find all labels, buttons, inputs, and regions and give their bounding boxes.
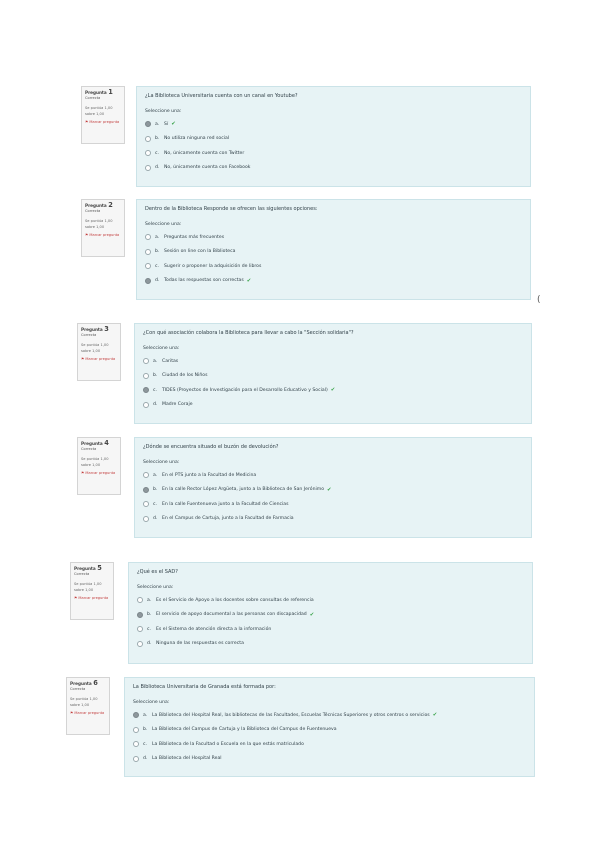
question-state: Correcta bbox=[85, 209, 101, 214]
radio-button[interactable] bbox=[145, 165, 151, 171]
answer-prompt: Seleccione una: bbox=[133, 700, 170, 705]
answer-option-c[interactable]: c. La Biblioteca de la Facultad o Escuela en la que estás matriculado bbox=[133, 737, 526, 752]
radio-button[interactable] bbox=[145, 121, 151, 127]
answer-list bbox=[133, 708, 526, 766]
stray-mark: ( bbox=[537, 295, 541, 305]
answer-option-b[interactable]: b. No utiliza ninguna red social bbox=[145, 132, 522, 147]
question-number: Pregunta 2 bbox=[85, 201, 113, 209]
radio-button[interactable] bbox=[143, 501, 149, 507]
answer-option-b[interactable]: b. La Biblioteca del Campus de Cartuja y la Biblioteca del Campus de Fuentenueva bbox=[133, 723, 526, 738]
question-info bbox=[66, 677, 110, 735]
correct-check-icon: ✔ bbox=[246, 277, 252, 284]
flag-question-link[interactable]: ⚑ Marcar pregunta bbox=[81, 356, 116, 361]
flag-icon: ⚑ bbox=[74, 595, 78, 600]
question-grade: Se puntúa 1,00 sobre 1,00 bbox=[81, 457, 109, 467]
answer-option-a[interactable]: a. Preguntas más frecuentes bbox=[145, 230, 522, 245]
question-state: Correcta bbox=[70, 687, 86, 692]
answer-option-c[interactable]: c. Sugerir o proponer la adquisición de libros bbox=[145, 259, 522, 274]
question-text: ¿Qué es el SAD? bbox=[137, 569, 178, 575]
flag-icon: ⚑ bbox=[85, 232, 89, 237]
flag-icon: ⚑ bbox=[85, 119, 89, 124]
radio-button[interactable] bbox=[133, 727, 139, 733]
radio-button[interactable] bbox=[145, 278, 151, 284]
question-state: Correcta bbox=[81, 333, 97, 338]
question-info bbox=[81, 199, 125, 257]
answer-option-d[interactable]: d. En el Campus de Cartuja, junto a la Facultad de Farmacia bbox=[143, 512, 523, 527]
question-text: La Biblioteca Universitaria de Granada está formada por: bbox=[133, 684, 276, 690]
question-number: Pregunta 5 bbox=[74, 564, 102, 572]
radio-button[interactable] bbox=[145, 150, 151, 156]
answer-list bbox=[145, 230, 522, 288]
answer-option-c[interactable]: c. En la calle Fuentenueva junto a la Facultad de Ciencias bbox=[143, 497, 523, 512]
question-state: Correcta bbox=[81, 447, 97, 452]
question-content bbox=[134, 323, 532, 424]
question-number: Pregunta 4 bbox=[81, 439, 109, 447]
answer-prompt: Seleccione una: bbox=[145, 109, 182, 114]
correct-check-icon: ✔ bbox=[309, 611, 315, 618]
answer-option-a[interactable]: a. En el PTS junto a la Facultad de Medicina bbox=[143, 468, 523, 483]
flag-question-link[interactable]: ⚑ Marcar pregunta bbox=[85, 119, 120, 124]
answer-option-d[interactable]: d. Ninguna de las respuestas es correcta bbox=[137, 637, 524, 652]
flag-icon: ⚑ bbox=[70, 710, 74, 715]
correct-check-icon: ✔ bbox=[330, 387, 336, 394]
radio-button[interactable] bbox=[145, 234, 151, 240]
radio-button[interactable] bbox=[143, 373, 149, 379]
answer-option-d[interactable]: d. Todas las respuestas son correctas ✔ bbox=[145, 274, 522, 289]
question-info bbox=[77, 323, 121, 381]
question-number: Pregunta 3 bbox=[81, 325, 109, 333]
radio-button[interactable] bbox=[143, 387, 149, 393]
question-number: Pregunta 1 bbox=[85, 88, 113, 96]
radio-button[interactable] bbox=[137, 597, 143, 603]
answer-list bbox=[145, 117, 522, 175]
radio-button[interactable] bbox=[133, 712, 139, 718]
answer-option-c[interactable]: c. No, únicamente cuenta con Twitter bbox=[145, 146, 522, 161]
question-text: ¿La Biblioteca Universitaria cuenta con un canal en Youtube? bbox=[145, 93, 298, 99]
correct-check-icon: ✔ bbox=[327, 486, 332, 493]
question-content bbox=[128, 562, 533, 664]
answer-option-a[interactable]: a. Sí ✔ bbox=[145, 117, 522, 132]
question-grade: Se puntúa 1,00 sobre 1,00 bbox=[81, 343, 109, 353]
answer-option-b[interactable]: b. En la calle Rector López Argüeta, junto a la Biblioteca de San Jerónimo ✔ bbox=[143, 483, 523, 498]
answer-prompt: Seleccione una: bbox=[143, 460, 180, 465]
question-text: Dentro de la Biblioteca Responde se ofrecen las siguientes opciones: bbox=[145, 206, 318, 212]
question-content bbox=[136, 86, 531, 187]
question-content bbox=[136, 199, 531, 300]
question-state: Correcta bbox=[85, 96, 101, 101]
radio-button[interactable] bbox=[143, 358, 149, 364]
radio-button[interactable] bbox=[137, 641, 143, 647]
answer-list bbox=[137, 593, 524, 651]
answer-option-d[interactable]: d. Madre Coraje bbox=[143, 398, 523, 413]
flag-question-link[interactable]: ⚑ Marcar pregunta bbox=[70, 710, 105, 715]
radio-button[interactable] bbox=[133, 756, 139, 762]
answer-option-d[interactable]: d. No, únicamente cuenta con Facebook bbox=[145, 161, 522, 176]
answer-prompt: Seleccione una: bbox=[145, 222, 182, 227]
question-text: ¿Con qué asociación colabora la Biblioteca para llevar a cabo la "Sección solidaria"? bbox=[143, 330, 354, 336]
question-number: Pregunta 6 bbox=[70, 679, 98, 687]
radio-button[interactable] bbox=[145, 249, 151, 255]
correct-check-icon: ✔ bbox=[171, 121, 176, 128]
flag-icon: ⚑ bbox=[81, 356, 85, 361]
question-content bbox=[134, 437, 532, 538]
radio-button[interactable] bbox=[143, 472, 149, 478]
question-grade: Se puntúa 1,00 sobre 1,00 bbox=[85, 106, 113, 116]
question-text: ¿Dónde se encuentra situado el buzón de devolución? bbox=[143, 444, 279, 450]
answer-prompt: Seleccione una: bbox=[143, 346, 180, 351]
question-grade: Se puntúa 1,00 sobre 1,00 bbox=[70, 697, 98, 707]
radio-button[interactable] bbox=[143, 516, 149, 522]
radio-button[interactable] bbox=[133, 741, 139, 747]
radio-button[interactable] bbox=[143, 487, 149, 493]
flag-icon: ⚑ bbox=[81, 470, 85, 475]
flag-question-link[interactable]: ⚑ Marcar pregunta bbox=[85, 232, 120, 237]
question-info bbox=[77, 437, 121, 495]
answer-option-c[interactable]: c. TIDES (Proyectos de Investigación para el Desarrollo Educativo y Social) ✔ bbox=[143, 383, 523, 398]
answer-list bbox=[143, 468, 523, 526]
radio-button[interactable] bbox=[137, 626, 143, 632]
radio-button[interactable] bbox=[143, 402, 149, 408]
correct-check-icon: ✔ bbox=[432, 712, 438, 719]
question-info bbox=[70, 562, 114, 620]
answer-list bbox=[143, 354, 523, 412]
flag-question-link[interactable]: ⚑ Marcar pregunta bbox=[74, 595, 109, 600]
radio-button[interactable] bbox=[137, 612, 143, 618]
answer-option-a[interactable]: a. La Biblioteca del Hospital Real, las bibliotecas de las Facultades, Escuelas Técnicas Superiores y otros centros o servicios ✔ bbox=[133, 708, 526, 723]
answer-option-b[interactable]: b. El servicio de apoyo documental a las personas con discapacidad ✔ bbox=[137, 608, 524, 623]
answer-option-a[interactable]: a. Caritas bbox=[143, 354, 523, 369]
answer-option-c[interactable]: c. Es el Sistema de atención directa a la información bbox=[137, 622, 524, 637]
question-state: Correcta bbox=[74, 572, 90, 577]
answer-option-d[interactable]: d. La Biblioteca del Hospital Real bbox=[133, 752, 526, 767]
answer-option-b[interactable]: b. Sesión on line con la Biblioteca bbox=[145, 245, 522, 260]
question-grade: Se puntúa 1,00 sobre 1,00 bbox=[74, 582, 102, 592]
answer-prompt: Seleccione una: bbox=[137, 585, 174, 590]
radio-button[interactable] bbox=[145, 263, 151, 269]
answer-option-a[interactable]: a. Es el Servicio de Apoyo a los docentes sobre consultas de referencia bbox=[137, 593, 524, 608]
question-info bbox=[81, 86, 125, 144]
question-grade: Se puntúa 1,00 sobre 1,00 bbox=[85, 219, 113, 229]
radio-button[interactable] bbox=[145, 136, 151, 142]
answer-option-b[interactable]: b. Ciudad de los Niños bbox=[143, 369, 523, 384]
question-content bbox=[124, 677, 535, 777]
flag-question-link[interactable]: ⚑ Marcar pregunta bbox=[81, 470, 116, 475]
